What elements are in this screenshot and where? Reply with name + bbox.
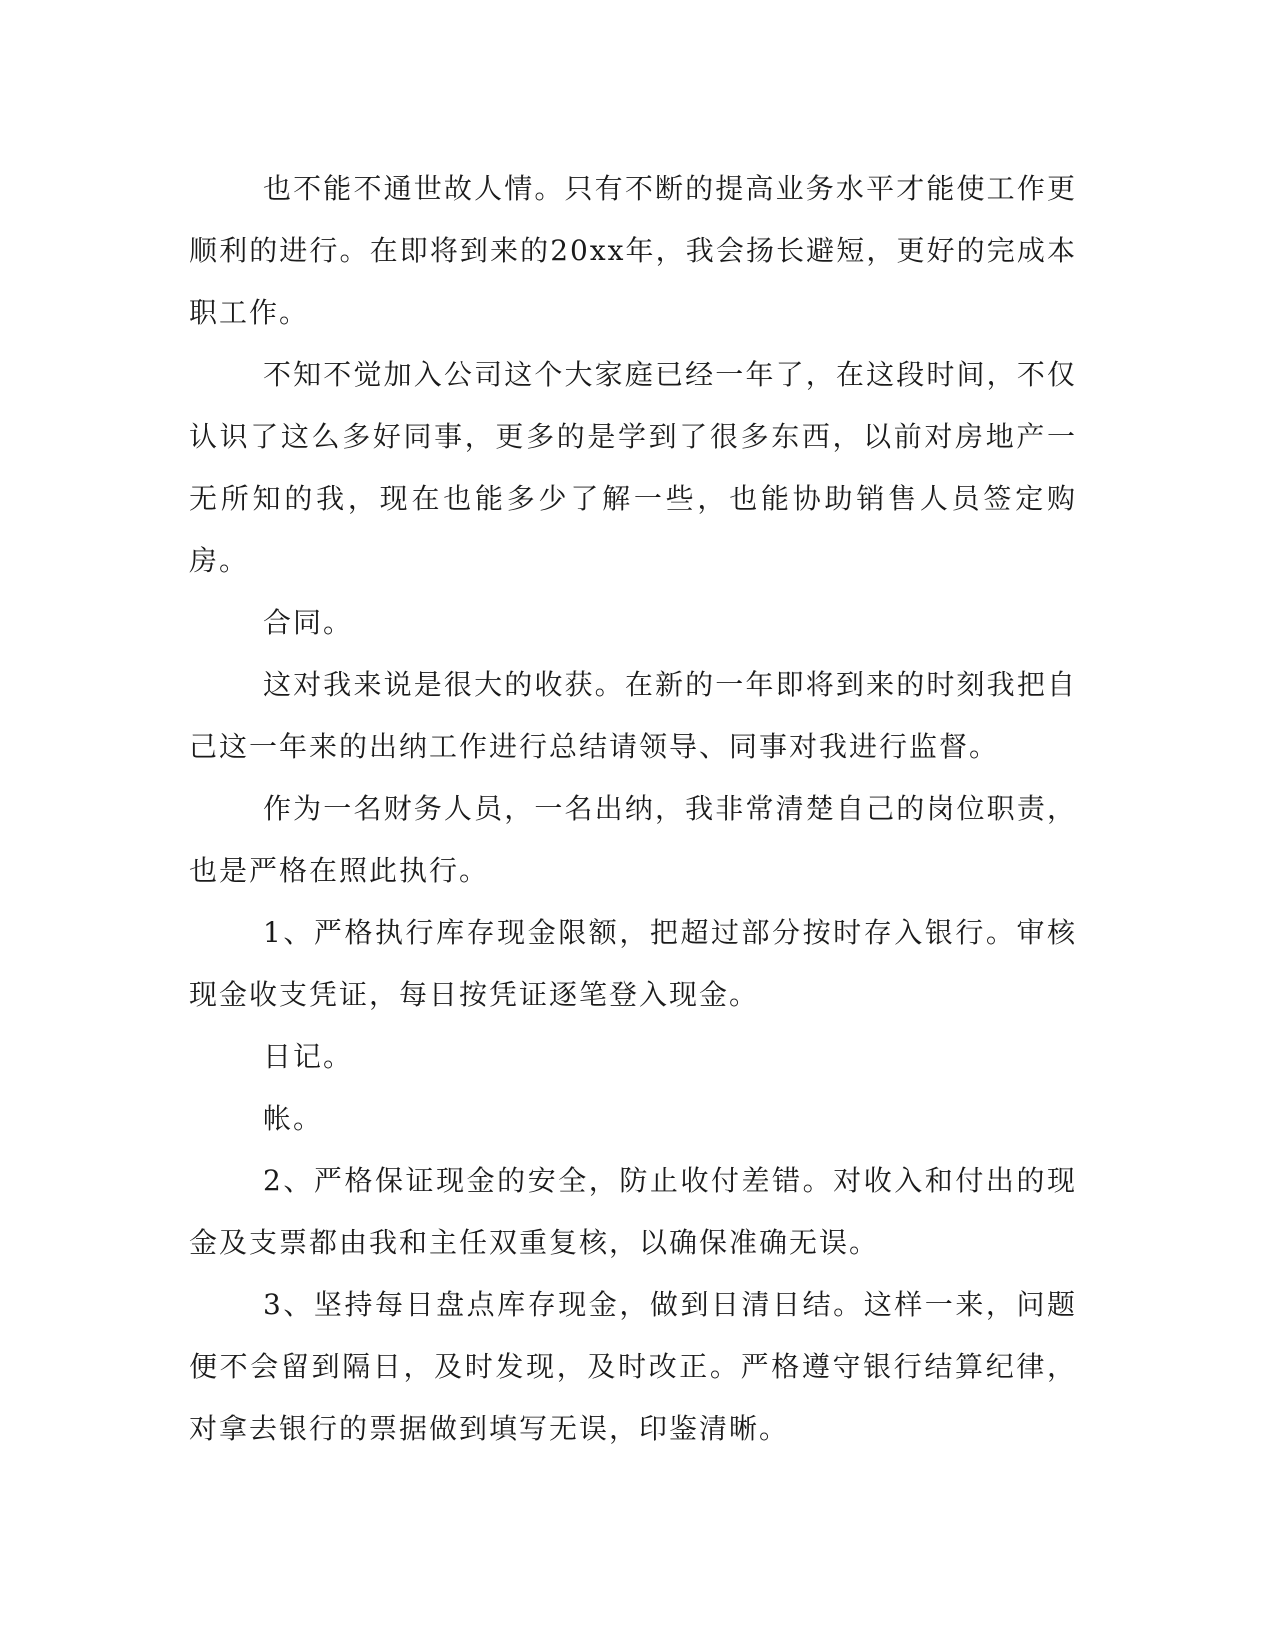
paragraph-1: 也不能不通世故人情。只有不断的提高业务水平才能使工作更顺利的进行。在即将到来的20xx年，我会扬长避短，更好的完成本职工作。 [189,172,1077,329]
paragraph-6: 1、严格执行库存现金限额，把超过部分按时存入银行。审核现金收支凭证，每日按凭证逐笔登入现金。 [189,916,1077,1011]
document-body [189,158,1077,1460]
paragraph-5: 作为一名财务人员，一名出纳，我非常清楚自己的岗位职责，也是严格在照此执行。 [189,792,1077,887]
paragraph-10: 3、坚持每日盘点库存现金，做到日清日结。这样一来，问题便不会留到隔日，及时发现，及时改正。严格遵守银行结算纪律，对拿去银行的票据做到填写无误，印鉴清晰。 [189,1288,1077,1445]
paragraph-9: 2、严格保证现金的安全，防止收付差错。对收入和付出的现金及支票都由我和主任双重复核，以确保准确无误。 [189,1164,1077,1259]
paragraph-3: 合同。 [263,606,354,639]
paragraph-2: 不知不觉加入公司这个大家庭已经一年了，在这段时间，不仅认识了这么多好同事，更多的是学到了很多东西，以前对房地产一无所知的我，现在也能多少了解一些，也能协助销售人员签定购房。 [189,358,1077,577]
paragraph-4: 这对我来说是很大的收获。在新的一年即将到来的时刻我把自己这一年来的出纳工作进行总结请领导、同事对我进行监督。 [189,668,1077,763]
paragraph-7: 日记。 [263,1040,354,1073]
paragraph-8: 帐。 [263,1102,324,1135]
